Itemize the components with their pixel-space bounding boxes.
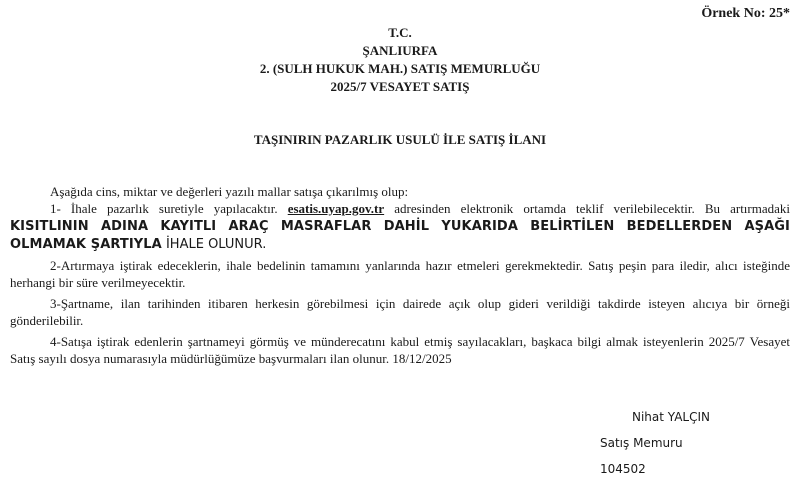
signature-block	[600, 404, 730, 482]
item-4-paragraph: 4-Satışa iştirak edenlerin şartnameyi görmüş ve münderecatını kabul etmiş sayılacakları, başkaca bilgi almak isteyenlerin 2025/7 Vesayet Satış sayılı dosya numarasıyla müdürlüğümüze başvurmaları ilan olunur. 18/12/2025	[10, 334, 790, 366]
item-3-paragraph: 3-Şartname, ilan tarihinden itibaren herkesin görebilmesi için dairede açık olup gideri verildiği takdirde isteyen alıcıya bir örneği gönderilebilir.	[10, 296, 790, 328]
document-header	[0, 24, 800, 96]
sample-number: Örnek No: 25*	[701, 6, 790, 21]
notice-body	[10, 183, 790, 367]
header-line-city: ŞANLIURFA	[362, 43, 438, 58]
item-1-warning: KISITLININ ADINA KAYITLI ARAÇ MASRAFLAR DAHİL YUKARIDA BELİRTİLEN BEDELLERDEN AŞAĞI OLMAMAK ŞARTIYLA	[10, 219, 790, 252]
intro-paragraph: Aşağıda cins, miktar ve değerleri yazılı mallar satışa çıkarılmış olup:	[50, 184, 409, 199]
header-line-office: 2. (SULH HUKUK MAH.) SATIŞ MEMURLUĞU	[259, 61, 541, 76]
esatis-link[interactable]: esatis.uyap.gov.tr	[287, 201, 385, 216]
signatory-title: Satış Memuru 104502	[600, 436, 683, 476]
item-1-text-before: 1- İhale pazarlık suretiyle yapılacaktır.	[50, 201, 288, 216]
item-2-paragraph: 2-Artırmaya iştirak edeceklerin, ihale bedelinin tamamını yanlarında hazır etmeleri gerekmektedir. Satış peşin para iledir, alıcı isteğinde herhangi bir süre verilmeyecektir.	[10, 258, 790, 290]
header-line-tc: T.C.	[388, 25, 412, 40]
item-1-warning-tail: İHALE OLUNUR.	[161, 237, 267, 252]
signatory-name: Nihat YALÇIN	[632, 410, 710, 424]
header-line-file: 2025/7 VESAYET SATIŞ	[330, 79, 470, 94]
notice-title: TAŞINIRIN PAZARLIK USULÜ İLE SATIŞ İLANI	[253, 132, 547, 147]
item-1-text-after: adresinden elektronik ortamda teklif verilebilecektir. Bu artırmadaki	[384, 201, 791, 216]
item-1-paragraph	[10, 200, 790, 253]
